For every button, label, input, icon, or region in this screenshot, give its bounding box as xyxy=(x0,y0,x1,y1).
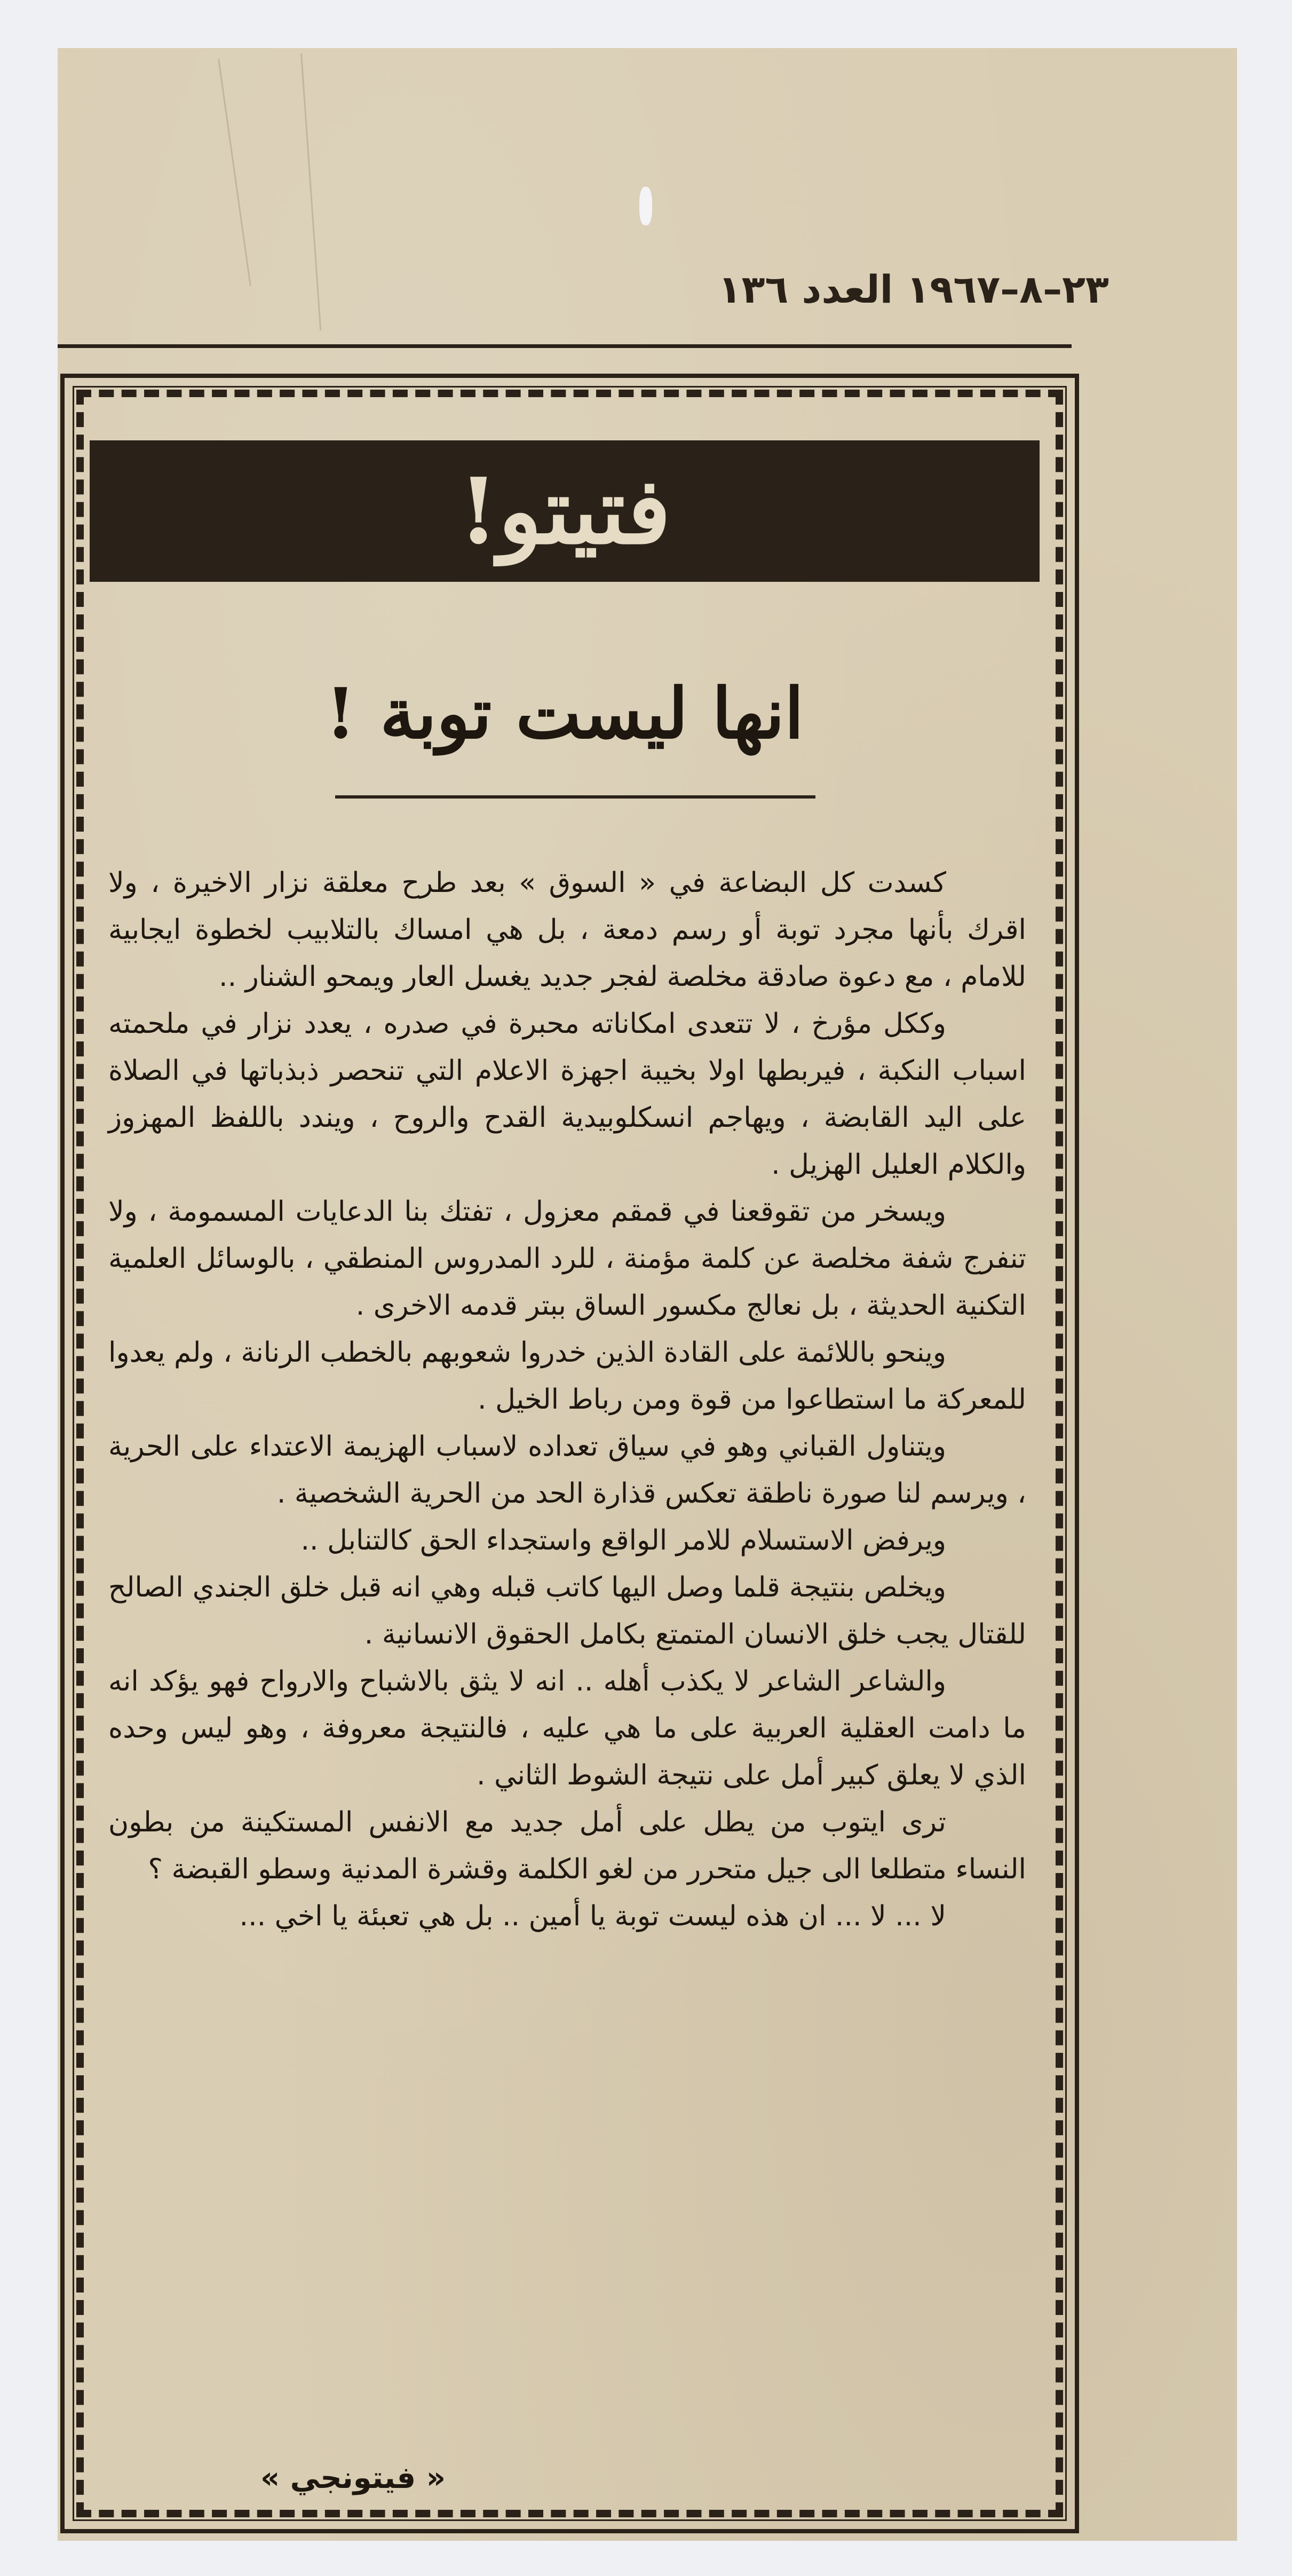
headline-underline xyxy=(335,795,815,799)
article-paragraph: ترى ايتوب من يطل على أمل جديد مع الانفس المستكينة من بطون النساء متطلعا الى جيل متحرر من لغو الكلمة وقشرة المدنية وسطو القبضة ؟ xyxy=(108,1806,1026,1885)
article-headline: انها ليست توبة ! xyxy=(325,673,804,754)
author-signature: « فيتونجي » xyxy=(260,2461,446,2495)
article-paragraph: وينحو باللائمة على القادة الذين خدروا شعوبهم بالخطب الرنانة ، ولم يعدوا للمعركة ما استطاعوا من قوة ومن رباط الخيل . xyxy=(108,1337,1026,1416)
paper-crease xyxy=(300,53,321,330)
column-banner-title: فتيتو! xyxy=(458,457,671,565)
article-paragraph: كسدت كل البضاعة في « السوق » بعد طرح معلقة نزار الاخيرة ، ولا اقرك بأنها مجرد توبة أو رسم دمعة ، بل هي امساك بالتلابيب لخطوة ايجابية للامام ، مع دعوة صادقة مخلصة لفجر جديد يغسل العار ويمحو الشنار .. xyxy=(108,867,1026,993)
header-rule xyxy=(58,344,1072,348)
column-banner xyxy=(90,440,1040,582)
article-paragraph: لا ... لا ... ان هذه ليست توبة يا أمين .. بل هي تعبئة يا اخي ... xyxy=(239,1900,946,1932)
article-paragraph: ويسخر من تقوقعنا في قمقم معزول ، تفتك بنا الدعايات المسمومة ، ولا تنفرج شفة مخلصة عن كلمة مؤمنة ، للرد المدروس المنطقي ، بالوسائل العلمية التكنية الحديثة ، بل نعالج مكسور الساق ببتر قدمه الاخرى . xyxy=(108,1196,1026,1322)
paper-crease xyxy=(218,59,251,286)
article-paragraph: وككل مؤرخ ، لا تتعدى امكاناته محبرة في صدره ، يعدد نزار في ملحمته اسباب النكبة ، فيربطها اولا بخيبة اجهزة الاعلام التي تنحصر ذبذباتها في الصلاة على اليد القابضة ، ويهاجم انسكلوبيدية القدح والروح ، ويندد باللفظ المهزوز والكلام العليل الهزيل . xyxy=(108,1008,1026,1181)
newspaper-clipping xyxy=(58,48,1237,2541)
paper-hole xyxy=(639,187,652,225)
article-paragraph: ويخلص بنتيجة قلما وصل اليها كاتب قبله وهي انه قبل خلق الجندي الصالح للقتال يجب خلق الانسان المتمتع بكامل الحقوق الانسانية . xyxy=(108,1571,1026,1650)
issue-date-line: ٢٣–٨–١٩٦٧ العدد ١٣٦ xyxy=(718,267,1109,312)
article-paragraph: ويرفض الاستسلام للامر الواقع واستجداء الحق كالتنابل .. xyxy=(300,1524,946,1556)
article-body xyxy=(108,859,1026,1940)
article-paragraph: والشاعر الشاعر لا يكذب أهله .. انه لا يثق بالاشباح والارواح فهو يؤكد انه ما دامت العقلية العربية على ما هي عليه ، فالنتيجة معروفة ، وهو ليس وحده الذي لا يعلق كبير أمل على نتيجة الشوط الثاني . xyxy=(108,1665,1026,1791)
article-paragraph: ويتناول القباني وهو في سياق تعداده لاسباب الهزيمة الاعتداء على الحرية ، ويرسم لنا صورة ناطقة تعكس قذارة الحد من الحرية الشخصية . xyxy=(108,1431,1026,1510)
